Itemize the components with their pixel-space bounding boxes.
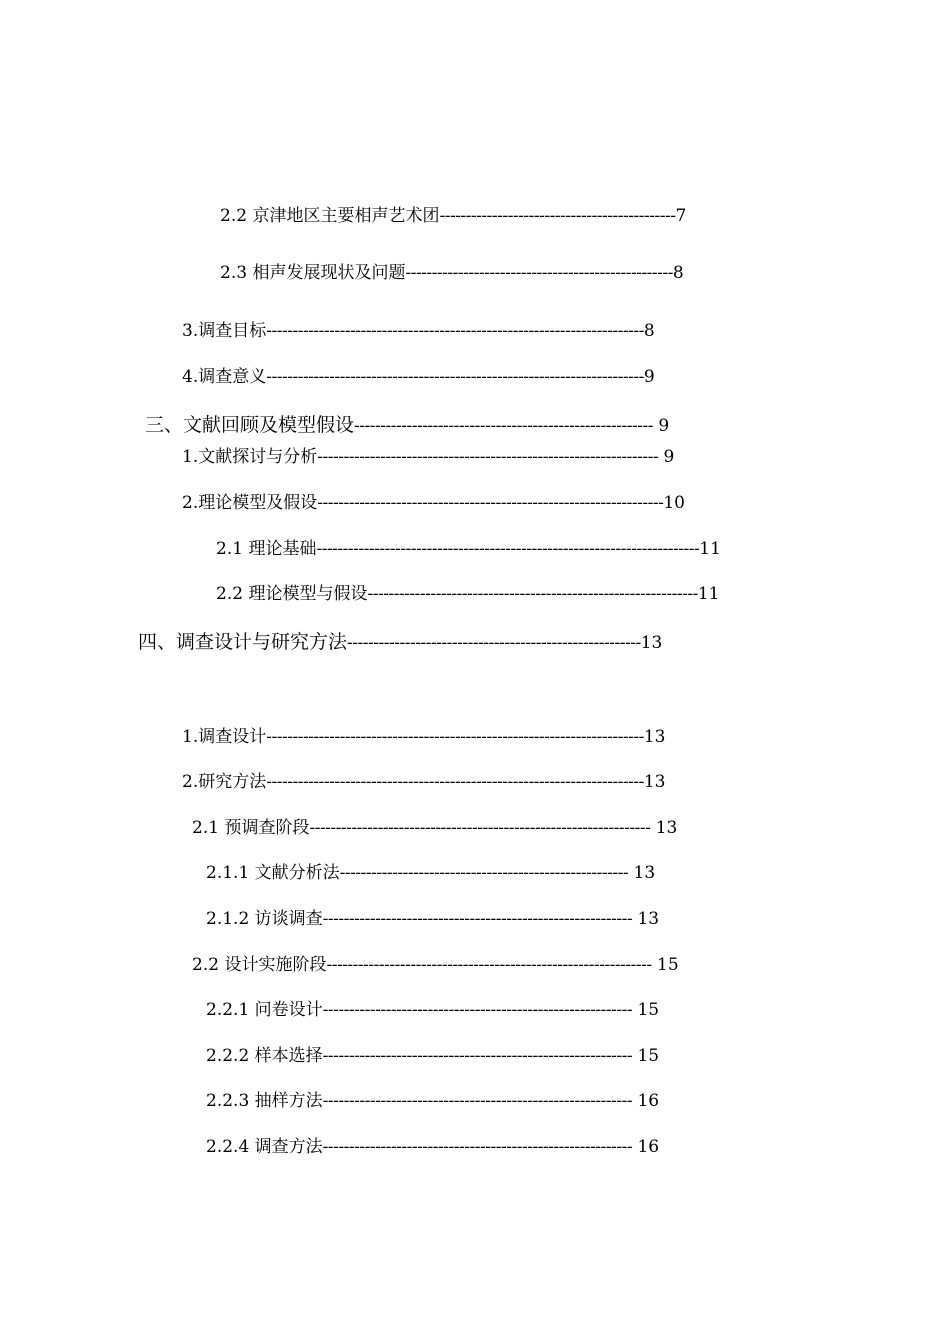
toc-entry-page: 11 (697, 584, 720, 604)
toc-entry-page: 10 (663, 493, 685, 513)
toc-entry-page: 15 (632, 1046, 660, 1066)
toc-entry-title: 2.2 京津地区主要相声艺术团 (220, 206, 440, 226)
toc-entry (206, 1090, 659, 1112)
toc-entry-leader: --------------------------------------------- (439, 206, 676, 226)
toc-entry-page: 16 (632, 1137, 660, 1157)
toc-entry-page: 15 (651, 955, 679, 975)
toc-entry (216, 538, 721, 560)
toc-entry-title: 2.2 设计实施阶段 (192, 955, 327, 975)
toc-entry (220, 205, 686, 227)
toc-entry-leader: -------------------------------------------------------- (347, 633, 641, 653)
toc-entry (216, 583, 719, 605)
toc-entry-title: 2.1.2 访谈调查 (206, 909, 323, 929)
toc-entry-page: 8 (643, 321, 655, 341)
toc-entry (182, 366, 655, 388)
toc-entry-leader: ------------------------------------------------------------------------ (266, 727, 644, 747)
toc-entry-title: 2.理论模型及假设 (182, 493, 318, 513)
toc-entry-leader: --------------------------------------------------- (405, 263, 673, 283)
toc-entry-page: 11 (699, 539, 721, 559)
toc-entry-leader: ----------------------------------------------------------------- (309, 818, 651, 838)
toc-entry (182, 492, 685, 514)
toc-entry-title: 三、文献回顾及模型假设 (145, 414, 355, 436)
toc-entry-leader: ------------------------------------------------------------------ (317, 493, 664, 513)
toc-entry (206, 999, 659, 1021)
toc-entry-page: 9 (658, 447, 675, 467)
toc-entry-title: 2.1.1 文献分析法 (206, 863, 340, 883)
toc-entry-page: 16 (632, 1091, 660, 1111)
toc-entry-title: 2.2.1 问卷设计 (206, 1000, 323, 1020)
toc-entry-leader: --------------------------------------------------------- (354, 416, 653, 436)
toc-entry (206, 908, 659, 930)
toc-entry-leader: ----------------------------------------------------------- (322, 1000, 633, 1020)
toc-entry-leader: ----------------------------------------------------------- (322, 1091, 633, 1111)
toc-entry (182, 726, 665, 748)
toc-entry-leader: ------------------------------------------------------------------------- (316, 539, 700, 559)
toc-entry (206, 1136, 659, 1158)
toc-entry-page: 13 (643, 727, 666, 747)
toc-entry-title: 2.1 预调查阶段 (192, 818, 310, 838)
toc-entry (182, 771, 665, 793)
toc-entry-title: 1.调查设计 (182, 727, 267, 747)
toc-entry-title: 2.研究方法 (182, 772, 267, 792)
toc-chapter-entry (145, 414, 669, 437)
toc-entry-leader: ------------------------------------------------------- (339, 863, 629, 883)
toc-entry-title: 2.2.2 样本选择 (206, 1046, 323, 1066)
toc-entry-title: 1.文献探讨与分析 (182, 447, 318, 467)
toc-entry (182, 446, 674, 468)
toc-entry-leader: ------------------------------------------------------------------------ (266, 367, 644, 387)
toc-entry (192, 817, 677, 839)
toc-entry-page: 7 (675, 206, 687, 226)
toc-entry-title: 2.3 相声发展现状及问题 (220, 263, 406, 283)
toc-entry-page: 9 (643, 367, 655, 387)
toc-entry-leader: -------------------------------------------------------------- (326, 955, 652, 975)
toc-entry-page: 15 (632, 1000, 660, 1020)
toc-entry-leader: ----------------------------------------------------------- (322, 1137, 633, 1157)
toc-entry-page: 13 (640, 633, 663, 653)
toc-entry-leader: ------------------------------------------------------------------------ (266, 321, 644, 341)
toc-entry-leader: ----------------------------------------------------------- (322, 909, 633, 929)
toc-entry-leader: ----------------------------------------------------------- (322, 1046, 633, 1066)
toc-entry-page: 13 (628, 863, 656, 883)
toc-entry-title: 4.调查意义 (182, 367, 267, 387)
toc-entry-title: 2.2 理论模型与假设 (216, 584, 368, 604)
toc-entry-leader: ------------------------------------------------------------------------ (266, 772, 644, 792)
toc-entry-page: 13 (650, 818, 678, 838)
toc-entry-page: 13 (632, 909, 660, 929)
toc-entry-title: 四、调查设计与研究方法 (138, 631, 348, 653)
toc-entry-page: 13 (643, 772, 666, 792)
toc-entry (192, 954, 679, 976)
toc-entry-page: 8 (672, 263, 684, 283)
toc-entry (220, 262, 684, 284)
toc-chapter-entry (138, 631, 662, 654)
toc-entry-page: 9 (652, 416, 670, 436)
toc-entry-leader: ----------------------------------------------------------------- (317, 447, 659, 467)
toc-entry-title: 2.1 理论基础 (216, 539, 317, 559)
toc-entry-title: 2.2.4 调查方法 (206, 1137, 323, 1157)
toc-entry-leader: --------------------------------------------------------------- (367, 584, 698, 604)
toc-entry (206, 1045, 659, 1067)
toc-entry-title: 3.调查目标 (182, 321, 267, 341)
toc-entry (182, 320, 655, 342)
toc-entry (206, 862, 655, 884)
toc-entry-title: 2.2.3 抽样方法 (206, 1091, 323, 1111)
